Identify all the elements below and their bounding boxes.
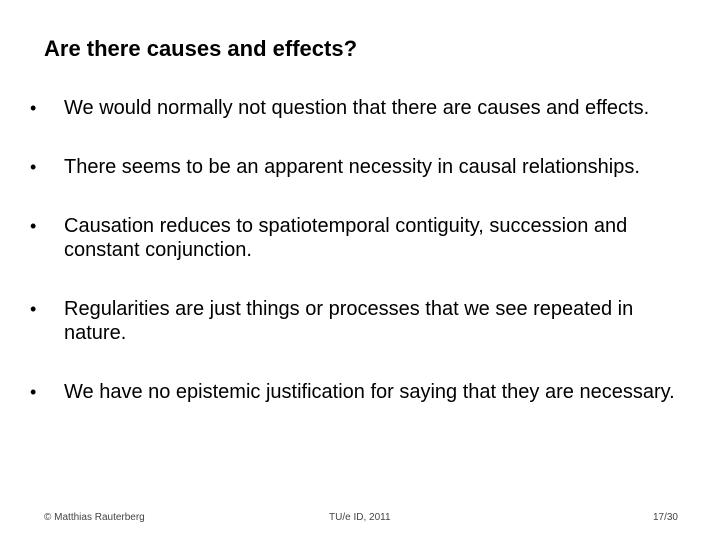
bullet-text: We would normally not question that there are causes and effects. — [64, 97, 650, 119]
bullet-icon: • — [30, 382, 37, 402]
footer-page-number: 17/30 — [652, 512, 678, 523]
footer-event: TU/e ID, 2011 — [329, 512, 391, 523]
slide-title: Are there causes and effects? — [44, 36, 358, 61]
bullet-text: We have no epistemic justification for saying that they are necessary. — [64, 381, 675, 403]
bullet-icon: • — [30, 157, 37, 177]
bullet-item — [30, 297, 700, 345]
bullet-icon: • — [30, 98, 37, 118]
bullet-text: There seems to be an apparent necessity in causal relationships. — [64, 156, 640, 178]
bullet-list — [30, 96, 700, 439]
bullet-item — [30, 155, 700, 179]
bullet-item — [30, 214, 700, 262]
bullet-icon: • — [30, 216, 37, 236]
footer-copyright: © Matthias Rauterberg — [44, 512, 145, 523]
bullet-text: Causation reduces to spatiotemporal contiguity, succession and constant conjunction. — [64, 215, 628, 261]
bullet-icon: • — [30, 299, 37, 319]
bullet-item — [30, 380, 700, 404]
bullet-text: Regularities are just things or processes that we see repeated in nature. — [64, 298, 634, 344]
bullet-item — [30, 96, 700, 120]
